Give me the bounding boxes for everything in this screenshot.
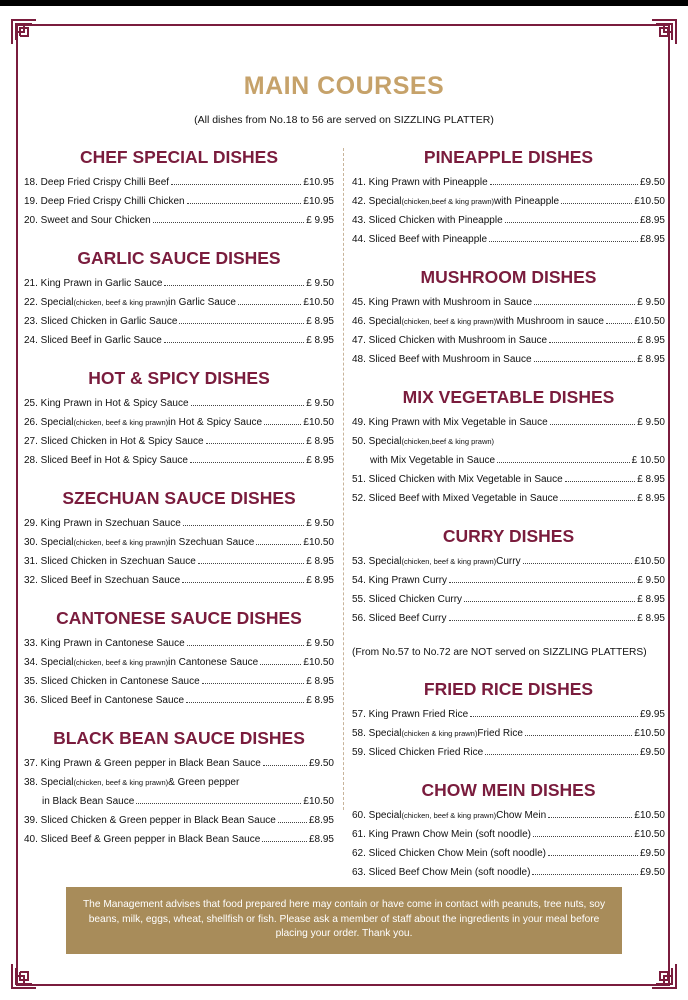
dot-leader bbox=[449, 620, 636, 621]
menu-section bbox=[24, 247, 334, 350]
section-heading: CHOW MEIN DISHES bbox=[421, 780, 596, 800]
dot-leader bbox=[497, 462, 630, 463]
menu-item bbox=[24, 173, 334, 192]
dot-leader bbox=[560, 500, 635, 501]
dish-name: 52. Sliced Beef with Mixed Vegetable in Sauce bbox=[352, 493, 559, 504]
dish-name: 62. Sliced Chicken Chow Mein (soft noodle) bbox=[352, 848, 546, 859]
menu-section bbox=[352, 146, 665, 249]
dish-price: £ 8.95 bbox=[306, 316, 334, 327]
menu-item bbox=[352, 724, 665, 743]
dot-leader bbox=[153, 222, 304, 223]
dish-name: 59. Sliced Chicken Fried Rice bbox=[352, 747, 484, 758]
dot-leader bbox=[532, 874, 638, 875]
dot-leader bbox=[191, 405, 305, 406]
dish-name: 30. Special bbox=[24, 537, 74, 548]
menu-item bbox=[352, 432, 665, 451]
dish-price: £ 10.50 bbox=[631, 455, 665, 466]
dish-price: £10.50 bbox=[303, 297, 334, 308]
dot-leader bbox=[505, 222, 638, 223]
menu-item bbox=[352, 350, 665, 369]
menu-item bbox=[352, 590, 665, 609]
dot-leader bbox=[548, 817, 632, 818]
dish-price: £ 9.50 bbox=[306, 278, 334, 289]
section-heading: CHEF SPECIAL DISHES bbox=[79, 147, 279, 167]
section-heading: MIX VEGETABLE DISHES bbox=[402, 387, 615, 407]
menu-item bbox=[352, 192, 665, 211]
dish-price: £10.50 bbox=[303, 417, 334, 428]
dish-detail: (chicken,beef & king prawn) bbox=[401, 197, 495, 206]
corner-ornament-icon bbox=[10, 18, 38, 46]
menu-item bbox=[24, 293, 334, 312]
menu-item bbox=[24, 274, 334, 293]
dish-price: £ 8.95 bbox=[637, 474, 665, 485]
dish-detail: (chicken, beef & king prawn) bbox=[401, 317, 497, 326]
menu-item bbox=[352, 844, 665, 863]
left-column bbox=[24, 146, 334, 866]
dish-name-suffix: Curry bbox=[496, 556, 521, 567]
menu-item bbox=[24, 811, 334, 830]
dish-price: £9.50 bbox=[308, 758, 334, 769]
dish-detail: (chicken, beef & king prawn) bbox=[73, 658, 169, 667]
menu-section bbox=[352, 386, 665, 508]
menu-item bbox=[352, 705, 665, 724]
dish-price: £8.95 bbox=[639, 234, 665, 245]
dish-name: 40. Sliced Beef & Green pepper in Black Bean Sauce bbox=[24, 834, 261, 845]
dish-price: £9.50 bbox=[639, 867, 665, 878]
dot-leader bbox=[534, 304, 635, 305]
dot-leader bbox=[485, 754, 638, 755]
dish-price: £8.95 bbox=[639, 215, 665, 226]
menu-item bbox=[24, 331, 334, 350]
dish-name: 39. Sliced Chicken & Green pepper in Black Bean Sauce bbox=[24, 815, 276, 826]
menu-item bbox=[24, 773, 334, 792]
menu-section bbox=[24, 367, 334, 470]
dish-price: £ 8.95 bbox=[637, 613, 665, 624]
menu-section bbox=[352, 525, 665, 628]
dot-leader bbox=[206, 443, 305, 444]
dish-name: 29. King Prawn in Szechuan Sauce bbox=[24, 518, 181, 529]
dish-price: £ 8.95 bbox=[306, 695, 334, 706]
dish-name: 48. Sliced Beef with Mushroom in Sauce bbox=[352, 354, 532, 365]
dish-name: 55. Sliced Chicken Curry bbox=[352, 594, 463, 605]
dish-name: 49. King Prawn with Mix Vegetable in Sauce bbox=[352, 417, 548, 428]
dish-price: £8.95 bbox=[308, 834, 334, 845]
menu-item bbox=[352, 806, 665, 825]
dot-leader bbox=[186, 702, 304, 703]
section-heading: BLACK BEAN SAUCE DISHES bbox=[53, 728, 305, 748]
dot-leader bbox=[449, 582, 635, 583]
dot-leader bbox=[198, 563, 304, 564]
menu-item bbox=[352, 413, 665, 432]
dot-leader bbox=[464, 601, 635, 602]
dish-name: 28. Sliced Beef in Hot & Spicy Sauce bbox=[24, 455, 188, 466]
corner-ornament-icon bbox=[10, 962, 38, 990]
dish-name: 24. Sliced Beef in Garlic Sauce bbox=[24, 335, 162, 346]
menu-item bbox=[24, 432, 334, 451]
dot-leader bbox=[182, 582, 304, 583]
column-divider bbox=[343, 148, 344, 810]
dot-leader bbox=[489, 241, 638, 242]
dish-name: 43. Sliced Chicken with Pineapple bbox=[352, 215, 503, 226]
dish-name: 37. King Prawn & Green pepper in Black Bean Sauce bbox=[24, 758, 261, 769]
dish-name: 19. Deep Fried Crispy Chilli Chicken bbox=[24, 196, 185, 207]
dot-leader bbox=[187, 203, 302, 204]
dish-name: 33. King Prawn in Cantonese Sauce bbox=[24, 638, 185, 649]
dot-leader bbox=[260, 664, 301, 665]
dot-leader bbox=[565, 481, 636, 482]
dish-price: £ 9.50 bbox=[306, 518, 334, 529]
dish-price: £ 8.95 bbox=[306, 436, 334, 447]
dish-name: 46. Special bbox=[352, 316, 402, 327]
dish-detail: (chicken, beef & king prawn) bbox=[73, 418, 169, 427]
section-heading: FRIED RICE DISHES bbox=[423, 679, 594, 699]
dot-leader bbox=[136, 803, 301, 804]
menu-item bbox=[24, 672, 334, 691]
dish-price: £10.95 bbox=[303, 196, 334, 207]
dish-name-suffix: Chow Mein bbox=[496, 810, 547, 821]
dish-price: £ 8.95 bbox=[306, 556, 334, 567]
section-heading: CANTONESE SAUCE DISHES bbox=[56, 608, 302, 628]
menu-item bbox=[352, 173, 665, 192]
dot-leader bbox=[164, 285, 304, 286]
menu-section bbox=[352, 678, 665, 762]
menu-section bbox=[24, 146, 334, 230]
menu-item bbox=[352, 470, 665, 489]
dish-name: with Mix Vegetable in Sauce bbox=[370, 455, 496, 466]
dish-name: 61. King Prawn Chow Mein (soft noodle) bbox=[352, 829, 531, 840]
dish-price: £ 9.50 bbox=[306, 638, 334, 649]
dish-price: £ 8.95 bbox=[637, 335, 665, 346]
dish-price: £9.95 bbox=[639, 709, 665, 720]
menu-item bbox=[24, 514, 334, 533]
dish-name-suffix: in Cantonese Sauce bbox=[168, 657, 259, 668]
menu-item bbox=[352, 571, 665, 590]
dot-leader bbox=[183, 525, 304, 526]
dish-name: 23. Sliced Chicken in Garlic Sauce bbox=[24, 316, 178, 327]
dish-name: 25. King Prawn in Hot & Spicy Sauce bbox=[24, 398, 189, 409]
dish-name-suffix: with Mushroom in sauce bbox=[496, 316, 604, 327]
dish-price: £9.50 bbox=[639, 848, 665, 859]
menu-item bbox=[24, 830, 334, 849]
dish-price: £ 9.50 bbox=[637, 417, 665, 428]
dish-name: 50. Special bbox=[352, 436, 402, 447]
section-heading: PINEAPPLE DISHES bbox=[423, 147, 594, 167]
dish-price: £ 8.95 bbox=[637, 354, 665, 365]
dish-price: £10.50 bbox=[634, 316, 665, 327]
menu-item bbox=[352, 451, 665, 470]
dish-name: 36. Sliced Beef in Cantonese Sauce bbox=[24, 695, 185, 706]
dish-price: £10.50 bbox=[634, 829, 665, 840]
dish-price: £10.50 bbox=[303, 657, 334, 668]
dish-price: £10.50 bbox=[634, 810, 665, 821]
dish-name-suffix: & Green pepper bbox=[168, 777, 240, 788]
menu-item bbox=[24, 533, 334, 552]
dish-name: in Black Bean Sauce bbox=[42, 796, 135, 807]
dish-name: 27. Sliced Chicken in Hot & Spicy Sauce bbox=[24, 436, 204, 447]
dot-leader bbox=[278, 822, 307, 823]
dish-name: 58. Special bbox=[352, 728, 402, 739]
section-heading: MUSHROOM DISHES bbox=[420, 267, 597, 287]
dot-leader bbox=[171, 184, 301, 185]
menu-item bbox=[352, 211, 665, 230]
menu-item bbox=[24, 634, 334, 653]
corner-ornament-icon bbox=[650, 18, 678, 46]
right-column bbox=[352, 146, 665, 899]
corner-ornament-icon bbox=[650, 962, 678, 990]
menu-item bbox=[24, 552, 334, 571]
menu-item bbox=[352, 312, 665, 331]
dot-leader bbox=[264, 424, 301, 425]
dish-name: 56. Sliced Beef Curry bbox=[352, 613, 447, 624]
dot-leader bbox=[606, 323, 632, 324]
menu-item bbox=[352, 489, 665, 508]
dish-name: 63. Sliced Beef Chow Mein (soft noodle) bbox=[352, 867, 531, 878]
dot-leader bbox=[534, 361, 636, 362]
dish-name: 45. King Prawn with Mushroom in Sauce bbox=[352, 297, 533, 308]
dish-price: £8.95 bbox=[308, 815, 334, 826]
dish-name: 26. Special bbox=[24, 417, 74, 428]
platter-note: (From No.57 to No.72 are NOT served on SIZZLING PLATTERS) bbox=[352, 647, 647, 658]
menu-item bbox=[352, 293, 665, 312]
menu-item bbox=[352, 863, 665, 882]
dot-leader bbox=[164, 342, 304, 343]
dish-price: £ 8.95 bbox=[637, 493, 665, 504]
dish-price: £ 8.95 bbox=[637, 594, 665, 605]
menu-item bbox=[24, 413, 334, 432]
menu-item bbox=[24, 192, 334, 211]
dish-name: 35. Sliced Chicken in Cantonese Sauce bbox=[24, 676, 200, 687]
dish-name: 51. Sliced Chicken with Mix Vegetable in Sauce bbox=[352, 474, 563, 485]
dish-name: 53. Special bbox=[352, 556, 402, 567]
dish-price: £ 8.95 bbox=[306, 335, 334, 346]
dish-name-suffix: in Szechuan Sauce bbox=[168, 537, 255, 548]
dot-leader bbox=[179, 323, 304, 324]
menu-page bbox=[0, 6, 688, 1000]
dot-leader bbox=[523, 563, 633, 564]
dish-name-suffix: Fried Rice bbox=[477, 728, 523, 739]
dish-price: £9.50 bbox=[639, 747, 665, 758]
section-heading: HOT & SPICY DISHES bbox=[88, 368, 270, 388]
dot-leader bbox=[490, 184, 638, 185]
dish-name: 41. King Prawn with Pineapple bbox=[352, 177, 488, 188]
menu-section bbox=[24, 607, 334, 710]
dish-price: £10.50 bbox=[634, 196, 665, 207]
dish-price: £10.50 bbox=[634, 728, 665, 739]
dish-price: £9.50 bbox=[639, 177, 665, 188]
menu-section bbox=[352, 266, 665, 369]
menu-item bbox=[24, 792, 334, 811]
dish-detail: (chicken, beef & king prawn) bbox=[401, 557, 497, 566]
dish-name: 38. Special bbox=[24, 777, 74, 788]
dish-name-suffix: with Pineapple bbox=[494, 196, 560, 207]
menu-item bbox=[24, 312, 334, 331]
dish-name: 47. Sliced Chicken with Mushroom in Sauce bbox=[352, 335, 548, 346]
dish-name: 54. King Prawn Curry bbox=[352, 575, 448, 586]
dish-detail: (chicken, beef & king prawn) bbox=[73, 538, 169, 547]
dish-detail: (chicken, beef & king prawn) bbox=[73, 298, 169, 307]
menu-item bbox=[24, 754, 334, 773]
menu-item bbox=[24, 211, 334, 230]
dish-price: £ 9.50 bbox=[637, 297, 665, 308]
dish-name: 22. Special bbox=[24, 297, 74, 308]
dish-detail: (chicken,beef & king prawn) bbox=[401, 437, 495, 446]
menu-item bbox=[352, 825, 665, 844]
section-heading: CURRY DISHES bbox=[442, 526, 575, 546]
dish-name: 18. Deep Fried Crispy Chilli Beef bbox=[24, 177, 170, 188]
allergen-notice: The Management advises that food prepared here may contain or have come in contact with peanuts, tree nuts, soy beans, milk, eggs, wheat, shellfish or fish. Please ask a member of staff about the ingredients in your meal before placing your order. Thank you. bbox=[66, 887, 622, 954]
dot-leader bbox=[525, 735, 632, 736]
menu-item bbox=[352, 230, 665, 249]
section-heading: SZECHUAN SAUCE DISHES bbox=[62, 488, 296, 508]
dish-name: 57. King Prawn Fried Rice bbox=[352, 709, 469, 720]
menu-item bbox=[352, 331, 665, 350]
dish-price: £10.50 bbox=[303, 796, 334, 807]
dish-detail: (chicken, beef & king prawn) bbox=[73, 778, 169, 787]
dot-leader bbox=[202, 683, 305, 684]
dish-name: 20. Sweet and Sour Chicken bbox=[24, 215, 151, 226]
dot-leader bbox=[548, 855, 638, 856]
dot-leader bbox=[187, 645, 305, 646]
page-title: MAIN COURSES bbox=[243, 72, 445, 100]
dot-leader bbox=[550, 424, 636, 425]
menu-item bbox=[24, 691, 334, 710]
menu-item bbox=[352, 609, 665, 628]
menu-item bbox=[352, 743, 665, 762]
dish-name-suffix: in Garlic Sauce bbox=[168, 297, 236, 308]
dot-leader bbox=[533, 836, 632, 837]
dish-name: 31. Sliced Chicken in Szechuan Sauce bbox=[24, 556, 196, 567]
dish-detail: (chicken, beef & king prawn) bbox=[401, 811, 497, 820]
dot-leader bbox=[190, 462, 304, 463]
dish-price: £ 9.50 bbox=[306, 398, 334, 409]
dish-name-suffix: in Hot & Spicy Sauce bbox=[168, 417, 263, 428]
dish-price: £ 8.95 bbox=[306, 575, 334, 586]
dish-price: £10.50 bbox=[303, 537, 334, 548]
dish-price: £ 9.50 bbox=[637, 575, 665, 586]
menu-item bbox=[24, 653, 334, 672]
dish-price: £ 9.95 bbox=[306, 215, 334, 226]
menu-section bbox=[24, 487, 334, 590]
dish-price: £10.50 bbox=[634, 556, 665, 567]
dish-name: 42. Special bbox=[352, 196, 402, 207]
section-heading: GARLIC SAUCE DISHES bbox=[77, 248, 281, 268]
sizzling-note: (All dishes from No.18 to 56 are served on SIZZLING PLATTER) bbox=[194, 114, 494, 126]
dot-leader bbox=[256, 544, 301, 545]
menu-section bbox=[24, 727, 334, 849]
menu-item bbox=[352, 552, 665, 571]
dish-price: £ 8.95 bbox=[306, 676, 334, 687]
dot-leader bbox=[262, 841, 307, 842]
dish-name: 60. Special bbox=[352, 810, 402, 821]
menu-item bbox=[24, 571, 334, 590]
dish-name: 32. Sliced Beef in Szechuan Sauce bbox=[24, 575, 181, 586]
dish-name: 44. Sliced Beef with Pineapple bbox=[352, 234, 488, 245]
menu-item bbox=[24, 451, 334, 470]
dish-name: 21. King Prawn in Garlic Sauce bbox=[24, 278, 163, 289]
dot-leader bbox=[470, 716, 638, 717]
dot-leader bbox=[238, 304, 301, 305]
dish-price: £10.95 bbox=[303, 177, 334, 188]
dot-leader bbox=[549, 342, 635, 343]
dish-name: 34. Special bbox=[24, 657, 74, 668]
menu-item bbox=[24, 394, 334, 413]
dot-leader bbox=[263, 765, 307, 766]
dish-price: £ 8.95 bbox=[306, 455, 334, 466]
dot-leader bbox=[561, 203, 632, 204]
menu-section bbox=[352, 779, 665, 882]
dish-detail: (chicken & king prawn) bbox=[401, 729, 478, 738]
